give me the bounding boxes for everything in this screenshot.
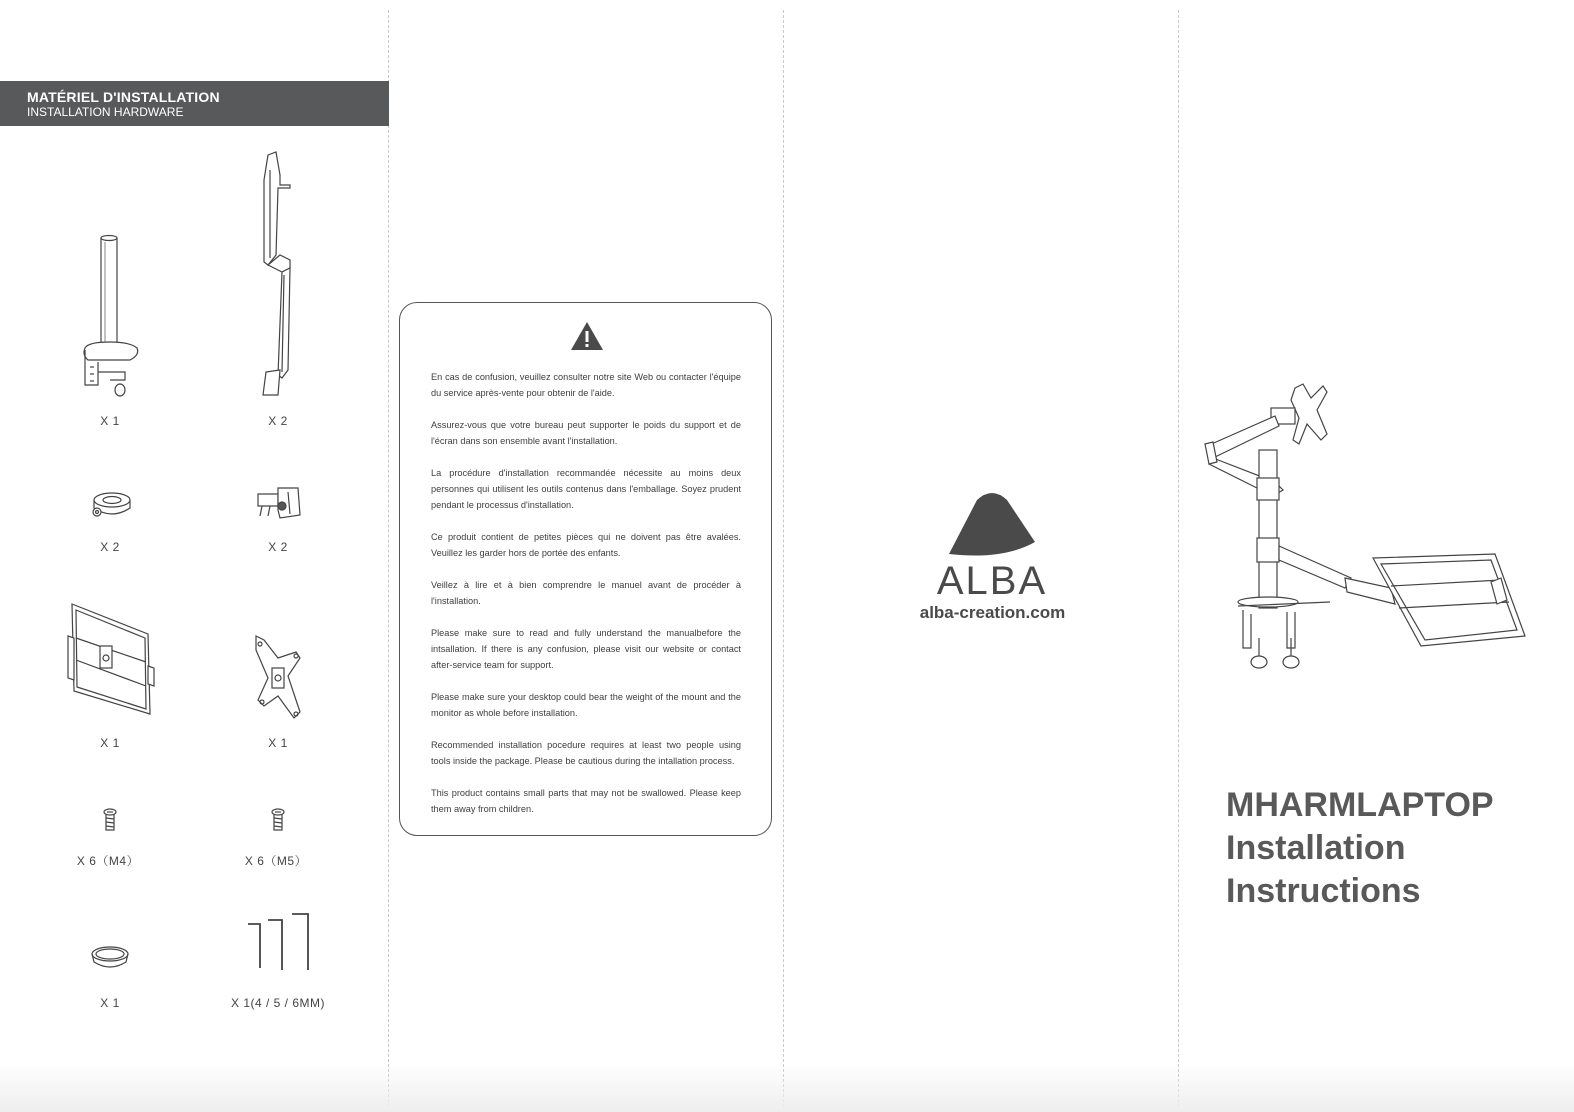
ring-collar-icon (30, 480, 190, 530)
alba-logo (905, 490, 1080, 630)
warning-paragraph: En cas de confusion, veuillez consulter notre site Web ou contacter l'équipe du service après-vente pour obtenir de l'aide. (431, 372, 741, 398)
arm-extension-icon (198, 150, 358, 400)
hardware-subtitle: INSTALLATION HARDWARE (27, 105, 184, 119)
warning-text (431, 369, 741, 833)
warning-triangle-icon (570, 321, 604, 351)
part-qty: X 6（M5） (244, 854, 308, 868)
cap-icon (30, 940, 190, 980)
warning-paragraph: This product contains small parts that may not be swallowed. Please keep them away from children. (431, 788, 741, 814)
product-title-line2: Installation (1226, 829, 1406, 867)
warning-paragraph: Veillez à lire et à bien comprendre le manuel avant de procéder à l'installation. (431, 580, 741, 606)
warning-paragraph: Recommended installation pocedure requires at least two people using tools inside the package. Please be cautious during the intallation process. (431, 740, 741, 766)
warning-paragraph: Please make sure your desktop could bear the weight of the mount and the monitor as whole before installation. (431, 692, 741, 718)
vesa-plate-icon (198, 630, 358, 725)
part-qty: X 1 (100, 996, 120, 1010)
fold-line-1 (388, 10, 389, 1112)
laptop-tray-bracket-icon (30, 596, 190, 726)
hardware-title: MATÉRIEL D'INSTALLATION (27, 89, 220, 105)
logo-text: ALBA (936, 559, 1048, 600)
part-qty: X 6（M4） (76, 854, 140, 868)
pole-clamp-icon (30, 150, 190, 400)
brand-url[interactable]: alba-creation.com (919, 603, 1066, 622)
hardware-header (0, 81, 389, 126)
alba-logo-mark-icon (905, 490, 1080, 600)
part-qty: X 2 (268, 414, 288, 428)
screw-m4-icon (30, 806, 190, 836)
warning-paragraph: Please make sure to read and fully understand the manualbefore the intsallation. If there is any confusion, please visit our website or contact after-service team for support. (431, 628, 741, 670)
product-title (1226, 784, 1494, 913)
part-qty: X 2 (100, 540, 120, 554)
product-model: MHARMLAPTOP (1226, 786, 1494, 824)
allen-keys-icon (198, 910, 358, 980)
warning-box (399, 302, 772, 836)
part-qty: X 1(4 / 5 / 6MM) (230, 996, 326, 1010)
warning-paragraph: Ce produit contient de petites pièces qui ne doivent pas être avalées. Veuillez les garder hors de portée des enfants. (431, 532, 741, 558)
fold-line-2 (783, 10, 784, 1112)
warning-paragraph: Assurez-vous que votre bureau peut supporter le poids du support et de l'écran dans son ensemble avant l'installation. (431, 420, 741, 446)
product-title-line3: Instructions (1226, 872, 1421, 910)
product-illustration-icon (1195, 378, 1535, 678)
part-qty: X 1 (100, 736, 120, 750)
warning-paragraph: La procédure d'installation recommandée nécessite au moins deux personnes qui utilisent les outils contenus dans l'emballage. Soyez prudent pendant le processus d'installation. (431, 468, 741, 510)
part-qty: X 1 (268, 736, 288, 750)
page-bottom-shade (0, 1062, 1574, 1112)
arm-joint-icon (198, 480, 358, 530)
screw-m5-icon (198, 806, 358, 836)
part-qty: X 2 (268, 540, 288, 554)
part-qty: X 1 (100, 414, 120, 428)
fold-line-3 (1178, 10, 1179, 1112)
